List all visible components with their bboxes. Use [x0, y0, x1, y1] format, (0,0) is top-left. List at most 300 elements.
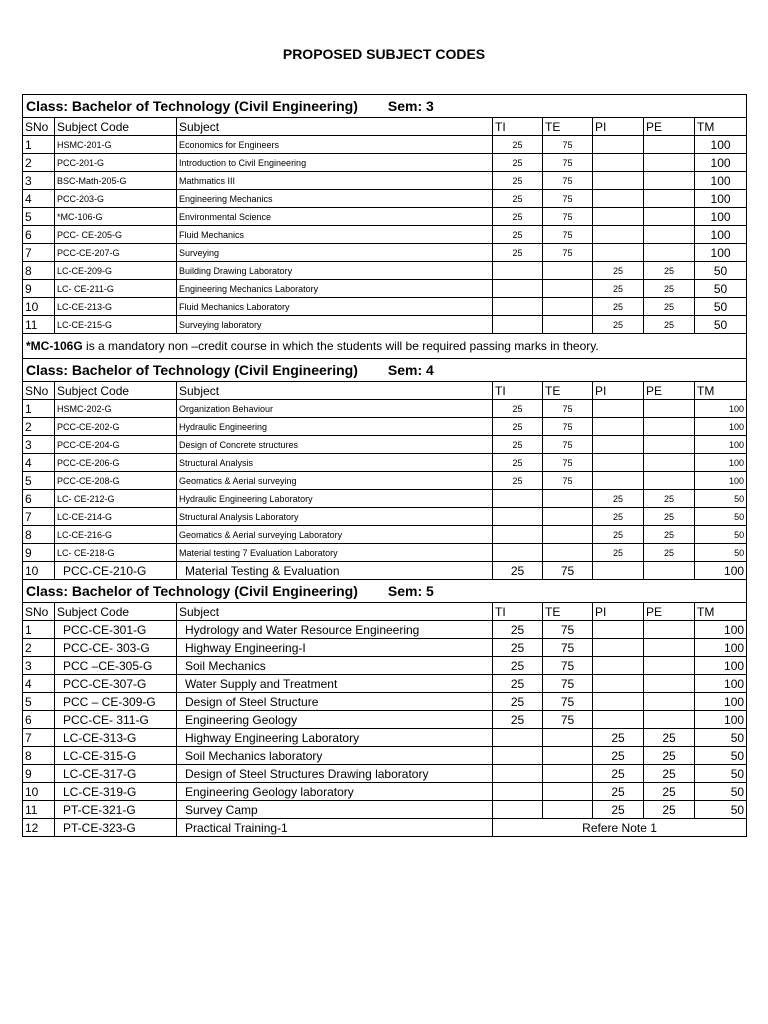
column-header: PE	[644, 118, 695, 136]
table-row	[23, 783, 747, 801]
table-row	[23, 639, 747, 657]
subject-code-cell: PT-CE-323-G	[55, 819, 177, 837]
pi-cell	[593, 172, 644, 190]
tm-cell: 100	[695, 675, 747, 693]
pe-cell	[644, 418, 695, 436]
pe-cell: 25	[644, 298, 695, 316]
table-row	[23, 621, 747, 639]
pi-cell: 25	[593, 783, 644, 801]
class-label: Class: Bachelor of Technology (Civil Engineering)	[26, 98, 358, 114]
pe-cell: 25	[644, 765, 695, 783]
table-row	[23, 262, 747, 280]
pe-cell	[644, 693, 695, 711]
sno-cell: 6	[23, 226, 55, 244]
ti-cell: 25	[493, 711, 543, 729]
class-header-row	[23, 95, 747, 118]
sno-cell: 11	[23, 316, 55, 334]
table-row	[23, 298, 747, 316]
pi-cell	[593, 400, 644, 418]
table-row	[23, 190, 747, 208]
te-cell	[543, 729, 593, 747]
class-label: Class: Bachelor of Technology (Civil Engineering)	[26, 583, 358, 599]
table-row	[23, 454, 747, 472]
tm-cell: 100	[695, 418, 747, 436]
ti-cell: 25	[493, 226, 543, 244]
column-header: Subject	[177, 118, 493, 136]
te-cell: 75	[543, 172, 593, 190]
pe-cell	[644, 136, 695, 154]
subject-name-cell: Material testing 7 Evaluation Laboratory	[177, 544, 493, 562]
ti-cell: 25	[493, 621, 543, 639]
sno-cell: 5	[23, 208, 55, 226]
sno-cell: 3	[23, 657, 55, 675]
pi-cell	[593, 136, 644, 154]
te-cell	[543, 280, 593, 298]
table-row	[23, 801, 747, 819]
table-row	[23, 675, 747, 693]
table-row	[23, 711, 747, 729]
column-header: TI	[493, 118, 543, 136]
ti-cell: 25	[493, 400, 543, 418]
subject-name-cell: Material Testing & Evaluation	[177, 562, 493, 580]
subject-name-cell: Structural Analysis Laboratory	[177, 508, 493, 526]
table-row	[23, 747, 747, 765]
subject-name-cell: Design of Concrete structures	[177, 436, 493, 454]
sno-cell: 8	[23, 526, 55, 544]
tm-cell: 100	[695, 136, 747, 154]
pe-cell: 25	[644, 544, 695, 562]
sno-cell: 7	[23, 244, 55, 262]
ti-cell: 25	[493, 675, 543, 693]
sno-cell: 1	[23, 136, 55, 154]
ti-cell	[493, 262, 543, 280]
subject-code-cell: LC-CE-317-G	[55, 765, 177, 783]
sno-cell: 9	[23, 280, 55, 298]
class-header-cell	[23, 580, 747, 603]
subject-name-cell: Water Supply and Treatment	[177, 675, 493, 693]
column-header: TE	[543, 118, 593, 136]
sno-cell: 10	[23, 298, 55, 316]
subject-code-cell: PCC-CE-207-G	[55, 244, 177, 262]
page-title: PROPOSED SUBJECT CODES	[282, 46, 486, 62]
te-cell: 75	[543, 454, 593, 472]
ti-cell	[493, 316, 543, 334]
sno-cell: 2	[23, 154, 55, 172]
column-header: Subject Code	[55, 382, 177, 400]
ti-cell	[493, 508, 543, 526]
te-cell	[543, 544, 593, 562]
pi-cell	[593, 190, 644, 208]
pi-cell	[593, 226, 644, 244]
column-header: Subject Code	[55, 603, 177, 621]
tm-cell: 50	[695, 544, 747, 562]
tm-cell: 100	[695, 621, 747, 639]
pi-cell	[593, 418, 644, 436]
subject-code-cell: LC-CE-209-G	[55, 262, 177, 280]
table-row	[23, 693, 747, 711]
table-row	[23, 490, 747, 508]
tm-cell: 50	[695, 298, 747, 316]
subject-name-cell: Engineering Geology	[177, 711, 493, 729]
subject-code-cell: LC-CE-315-G	[55, 747, 177, 765]
table-row	[23, 136, 747, 154]
te-cell	[543, 508, 593, 526]
subject-code-cell: PCC-CE- 303-G	[55, 639, 177, 657]
te-cell: 75	[543, 136, 593, 154]
note-cell	[23, 334, 747, 359]
table-row	[23, 657, 747, 675]
te-cell: 75	[543, 400, 593, 418]
pe-cell	[644, 675, 695, 693]
column-header-row	[23, 603, 747, 621]
tm-cell: 50	[695, 526, 747, 544]
te-cell: 75	[543, 436, 593, 454]
column-header: PI	[593, 603, 644, 621]
semester-label: Sem: 3	[387, 98, 434, 114]
table-row	[23, 244, 747, 262]
table-row	[23, 765, 747, 783]
pe-cell: 25	[644, 526, 695, 544]
ti-cell	[493, 801, 543, 819]
sno-cell: 8	[23, 262, 55, 280]
tm-cell: 100	[695, 226, 747, 244]
pi-cell	[593, 244, 644, 262]
column-header: SNo	[23, 118, 55, 136]
subject-code-cell: PCC-CE-206-G	[55, 454, 177, 472]
column-header: Subject	[177, 382, 493, 400]
pe-cell	[644, 172, 695, 190]
sno-cell: 9	[23, 544, 55, 562]
pe-cell: 25	[644, 783, 695, 801]
te-cell: 75	[543, 562, 593, 580]
subject-code-cell: PCC-CE- 311-G	[55, 711, 177, 729]
pi-cell: 25	[593, 298, 644, 316]
pi-cell: 25	[593, 544, 644, 562]
subject-code-cell: PCC-CE-208-G	[55, 472, 177, 490]
pi-cell	[593, 208, 644, 226]
te-cell: 75	[543, 711, 593, 729]
ti-cell	[493, 729, 543, 747]
subject-code-cell: LC-CE-215-G	[55, 316, 177, 334]
sno-cell: 9	[23, 765, 55, 783]
subject-name-cell: Organization Behaviour	[177, 400, 493, 418]
subject-name-cell: Fluid Mechanics Laboratory	[177, 298, 493, 316]
pe-cell	[644, 454, 695, 472]
tm-cell: 50	[695, 508, 747, 526]
pi-cell	[593, 436, 644, 454]
class-header-row	[23, 580, 747, 603]
pe-cell: 25	[644, 280, 695, 298]
pi-cell	[593, 675, 644, 693]
note-text: is a mandatory non –credit course in which the students will be required passing marks in theory.	[82, 339, 599, 353]
subject-code-cell: LC-CE-213-G	[55, 298, 177, 316]
pe-cell: 25	[644, 262, 695, 280]
subject-codes-table	[22, 94, 747, 837]
column-header: Subject Code	[55, 118, 177, 136]
subject-name-cell: Hydraulic Engineering	[177, 418, 493, 436]
table-row	[23, 819, 747, 837]
pi-cell	[593, 454, 644, 472]
subject-code-cell: LC-CE-319-G	[55, 783, 177, 801]
pi-cell	[593, 657, 644, 675]
table-row	[23, 508, 747, 526]
pe-cell	[644, 400, 695, 418]
subject-name-cell: Highway Engineering Laboratory	[177, 729, 493, 747]
subject-code-cell: PCC –CE-305-G	[55, 657, 177, 675]
ti-cell	[493, 747, 543, 765]
column-header: PE	[644, 603, 695, 621]
column-header: TI	[493, 603, 543, 621]
ti-cell: 25	[493, 418, 543, 436]
te-cell: 75	[543, 657, 593, 675]
subject-name-cell: Surveying laboratory	[177, 316, 493, 334]
subject-code-cell: PT-CE-321-G	[55, 801, 177, 819]
ti-cell: 25	[493, 657, 543, 675]
ti-cell	[493, 526, 543, 544]
subject-code-cell: PCC – CE-309-G	[55, 693, 177, 711]
column-header: TM	[695, 382, 747, 400]
ti-cell: 25	[493, 208, 543, 226]
subject-name-cell: Fluid Mechanics	[177, 226, 493, 244]
tm-cell: 100	[695, 190, 747, 208]
ti-cell: 25	[493, 472, 543, 490]
pe-cell: 25	[644, 801, 695, 819]
subject-code-cell: PCC-CE-301-G	[55, 621, 177, 639]
te-cell: 75	[543, 418, 593, 436]
column-header: TE	[543, 603, 593, 621]
table-row	[23, 436, 747, 454]
table-row	[23, 729, 747, 747]
pe-cell	[644, 226, 695, 244]
column-header: TI	[493, 382, 543, 400]
subject-name-cell: Design of Steel Structure	[177, 693, 493, 711]
note-lead: *MC-106G	[26, 339, 83, 353]
pi-cell: 25	[593, 490, 644, 508]
te-cell: 75	[543, 208, 593, 226]
te-cell	[543, 262, 593, 280]
ti-cell: 25	[493, 454, 543, 472]
te-cell: 75	[543, 621, 593, 639]
pi-cell: 25	[593, 262, 644, 280]
subject-name-cell: Survey Camp	[177, 801, 493, 819]
sno-cell: 12	[23, 819, 55, 837]
table-row	[23, 526, 747, 544]
pe-cell: 25	[644, 316, 695, 334]
te-cell	[543, 783, 593, 801]
subject-code-cell: HSMC-201-G	[55, 136, 177, 154]
subject-code-cell: PCC-CE-210-G	[55, 562, 177, 580]
pi-cell: 25	[593, 729, 644, 747]
te-cell	[543, 490, 593, 508]
subject-name-cell: Introduction to Civil Engineering	[177, 154, 493, 172]
ti-cell: 25	[493, 136, 543, 154]
te-cell: 75	[543, 472, 593, 490]
pi-cell: 25	[593, 526, 644, 544]
sno-cell: 1	[23, 400, 55, 418]
pi-cell: 25	[593, 508, 644, 526]
ti-cell: 25	[493, 562, 543, 580]
tm-cell: 100	[695, 639, 747, 657]
subject-code-cell: PCC- CE-205-G	[55, 226, 177, 244]
table-row	[23, 154, 747, 172]
column-header: TM	[695, 118, 747, 136]
tm-cell: 100	[695, 154, 747, 172]
sno-cell: 6	[23, 490, 55, 508]
column-header: PI	[593, 382, 644, 400]
subject-code-cell: LC-CE-214-G	[55, 508, 177, 526]
ti-cell: 25	[493, 154, 543, 172]
subject-name-cell: Environmental Science	[177, 208, 493, 226]
te-cell	[543, 801, 593, 819]
subject-name-cell: Geomatics & Aerial surveying Laboratory	[177, 526, 493, 544]
table-row	[23, 316, 747, 334]
ti-cell: 25	[493, 693, 543, 711]
tm-cell: 50	[695, 729, 747, 747]
ti-cell: 25	[493, 190, 543, 208]
tm-cell: 50	[695, 316, 747, 334]
sno-cell: 7	[23, 508, 55, 526]
class-header-cell	[23, 95, 747, 118]
subject-code-cell: BSC-Math-205-G	[55, 172, 177, 190]
pi-cell	[593, 693, 644, 711]
subject-code-cell: PCC-201-G	[55, 154, 177, 172]
tm-cell: 100	[695, 562, 747, 580]
sno-cell: 2	[23, 639, 55, 657]
pi-cell	[593, 472, 644, 490]
pe-cell	[644, 621, 695, 639]
te-cell	[543, 316, 593, 334]
tm-cell: 100	[695, 400, 747, 418]
pe-cell	[644, 562, 695, 580]
sno-cell: 4	[23, 454, 55, 472]
ti-cell	[493, 298, 543, 316]
ti-cell	[493, 765, 543, 783]
column-header-row	[23, 118, 747, 136]
pi-cell	[593, 639, 644, 657]
subject-name-cell: Building Drawing Laboratory	[177, 262, 493, 280]
table-row	[23, 562, 747, 580]
tm-cell: 50	[695, 262, 747, 280]
pe-cell	[644, 154, 695, 172]
subject-code-cell: PCC-CE-202-G	[55, 418, 177, 436]
column-header: PE	[644, 382, 695, 400]
sno-cell: 1	[23, 621, 55, 639]
te-cell: 75	[543, 693, 593, 711]
subject-name-cell: Mathmatics III	[177, 172, 493, 190]
column-header: TM	[695, 603, 747, 621]
te-cell: 75	[543, 639, 593, 657]
tm-cell: 100	[695, 693, 747, 711]
pi-cell	[593, 711, 644, 729]
pe-cell	[644, 657, 695, 675]
subject-name-cell: Engineering Mechanics Laboratory	[177, 280, 493, 298]
pe-cell	[644, 244, 695, 262]
column-header-row	[23, 382, 747, 400]
te-cell	[543, 298, 593, 316]
subject-code-cell: LC- CE-212-G	[55, 490, 177, 508]
subject-name-cell: Soil Mechanics laboratory	[177, 747, 493, 765]
pe-cell	[644, 711, 695, 729]
column-header: TE	[543, 382, 593, 400]
tm-cell: 50	[695, 747, 747, 765]
te-cell: 75	[543, 244, 593, 262]
tm-cell: 100	[695, 711, 747, 729]
pe-cell	[644, 190, 695, 208]
pe-cell	[644, 436, 695, 454]
ti-cell: 25	[493, 436, 543, 454]
ti-cell	[493, 490, 543, 508]
pi-cell	[593, 154, 644, 172]
ti-cell: 25	[493, 172, 543, 190]
sno-cell: 3	[23, 172, 55, 190]
sno-cell: 4	[23, 675, 55, 693]
semester-label: Sem: 5	[387, 583, 434, 599]
sno-cell: 7	[23, 729, 55, 747]
table-row	[23, 208, 747, 226]
pe-cell: 25	[644, 490, 695, 508]
table-row	[23, 172, 747, 190]
tm-cell: 100	[695, 472, 747, 490]
table-row	[23, 544, 747, 562]
refer-note-cell: Refere Note 1	[493, 819, 747, 837]
pi-cell: 25	[593, 316, 644, 334]
subject-name-cell: Economics for Engineers	[177, 136, 493, 154]
table-row	[23, 280, 747, 298]
te-cell	[543, 526, 593, 544]
subject-code-cell: LC- CE-218-G	[55, 544, 177, 562]
pe-cell	[644, 639, 695, 657]
class-header-cell	[23, 359, 747, 382]
subject-code-cell: PCC-CE-204-G	[55, 436, 177, 454]
subject-name-cell: Practical Training-1	[177, 819, 493, 837]
ti-cell: 25	[493, 639, 543, 657]
subject-name-cell: Engineering Mechanics	[177, 190, 493, 208]
subject-name-cell: Surveying	[177, 244, 493, 262]
sno-cell: 6	[23, 711, 55, 729]
subject-code-cell: HSMC-202-G	[55, 400, 177, 418]
column-header: PI	[593, 118, 644, 136]
table-row	[23, 418, 747, 436]
tm-cell: 50	[695, 783, 747, 801]
table-row	[23, 472, 747, 490]
sno-cell: 2	[23, 418, 55, 436]
sno-cell: 8	[23, 747, 55, 765]
semester-label: Sem: 4	[387, 362, 434, 378]
ti-cell	[493, 783, 543, 801]
pi-cell	[593, 562, 644, 580]
table-row	[23, 226, 747, 244]
pe-cell	[644, 472, 695, 490]
subject-name-cell: Soil Mechanics	[177, 657, 493, 675]
tm-cell: 50	[695, 801, 747, 819]
pe-cell: 25	[644, 508, 695, 526]
tm-cell: 100	[695, 208, 747, 226]
ti-cell	[493, 544, 543, 562]
tm-cell: 100	[695, 454, 747, 472]
tm-cell: 100	[695, 657, 747, 675]
subject-name-cell: Highway Engineering-I	[177, 639, 493, 657]
subject-code-cell: *MC-106-G	[55, 208, 177, 226]
sno-cell: 3	[23, 436, 55, 454]
sno-cell: 5	[23, 693, 55, 711]
class-label: Class: Bachelor of Technology (Civil Engineering)	[26, 362, 358, 378]
class-header-row	[23, 359, 747, 382]
subject-name-cell: Engineering Geology laboratory	[177, 783, 493, 801]
sno-cell: 11	[23, 801, 55, 819]
tm-cell: 100	[695, 172, 747, 190]
sno-cell: 10	[23, 783, 55, 801]
tm-cell: 100	[695, 244, 747, 262]
